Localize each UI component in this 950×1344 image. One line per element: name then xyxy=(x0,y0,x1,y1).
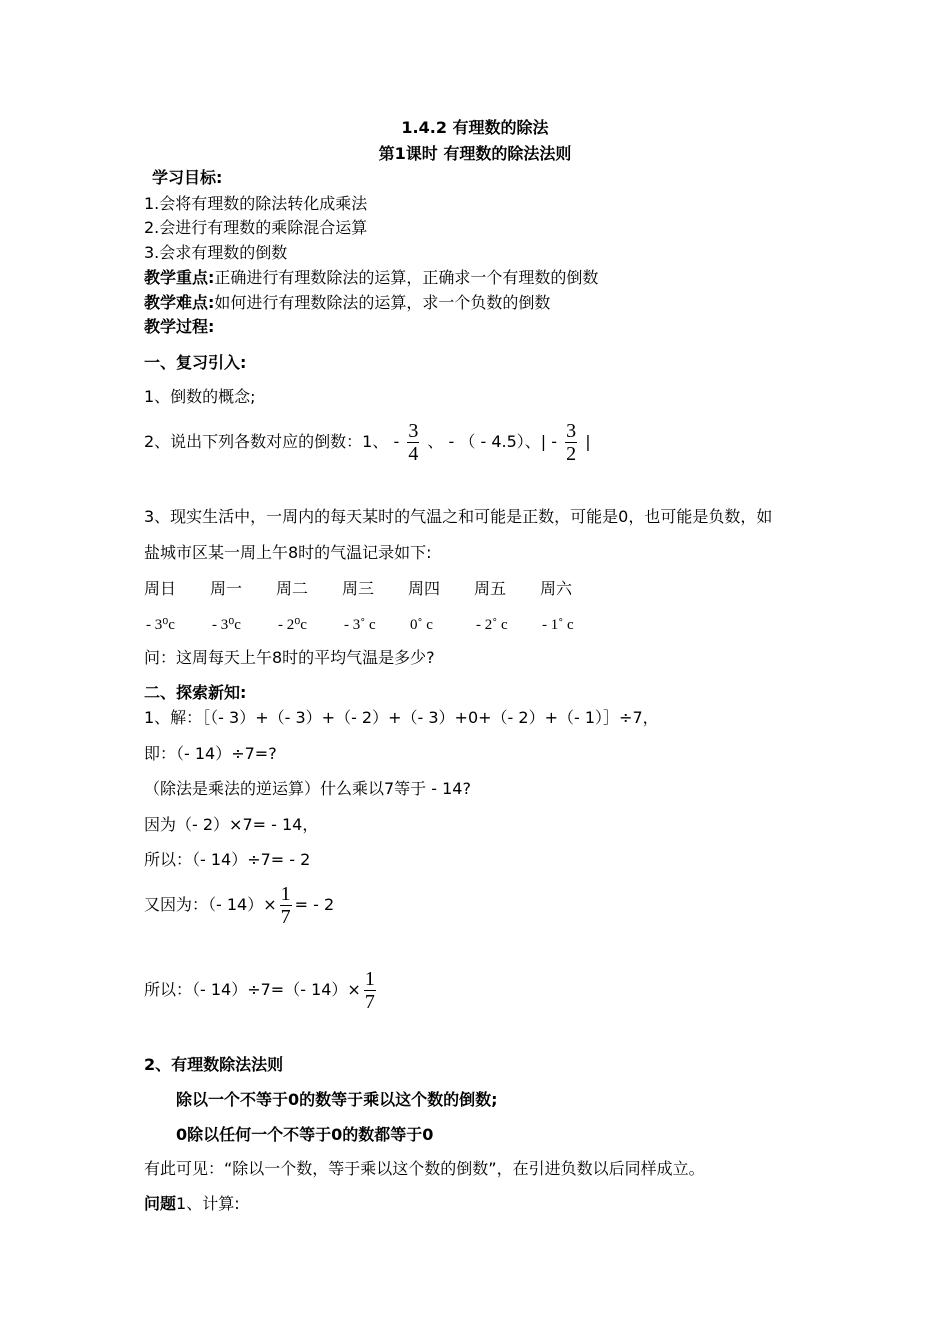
temp-mon: - 3⁰c xyxy=(212,617,241,633)
division-rule-2: 0除以任何一个不等于0的数都等于0 xyxy=(176,1125,434,1144)
solution-step-5: 所以：（- 14）÷7= - 2 xyxy=(144,850,311,869)
review-2-prefix: 2、说出下列各数对应的倒数：1、 - xyxy=(144,432,400,451)
key-point xyxy=(144,268,598,288)
conclusion-text: 有此可见：“除以一个数，等于乘以这个数的倒数”，在引进负数以后同样成立。 xyxy=(144,1159,705,1178)
solution-step-2: 即：（- 14）÷7=? xyxy=(144,744,277,763)
review-2-middle: 、 - （ - 4.5）、| - xyxy=(427,432,558,451)
average-question: 问：这周每天上午8时的平均气温是多少? xyxy=(144,648,435,667)
review-item-3-line-2: 盐城市区某一周上午8时的气温记录如下: xyxy=(144,543,432,562)
step-6-prefix: 又因为：（- 14）× xyxy=(144,895,277,914)
temp-fri: - 2˚ c xyxy=(476,617,508,633)
weekday-fri: 周五 xyxy=(474,579,507,598)
problem-label: 问题 xyxy=(144,1194,177,1213)
step-7-prefix: 所以：（- 14）÷7=（- 14）× xyxy=(144,980,361,999)
difficulty-text: 如何进行有理数除法的运算，求一个负数的倒数 xyxy=(214,293,551,312)
key-label: 教学重点: xyxy=(144,268,215,287)
fraction-numerator: 1 xyxy=(280,883,291,905)
temp-tue: - 2⁰c xyxy=(278,617,307,633)
temp-thu: 0˚ c xyxy=(410,617,433,633)
review-2-end: | xyxy=(585,432,591,451)
fraction-one-seventh xyxy=(280,883,292,928)
section-heading-explore: 二、探索新知: xyxy=(144,683,247,702)
objectives-heading: 学习目标: xyxy=(152,168,223,187)
objective-2: 2.会进行有理数的乘除混合运算 xyxy=(144,218,368,237)
weekday-mon: 周一 xyxy=(210,579,243,598)
section-heading-review: 一、复习引入: xyxy=(144,353,247,372)
page-title: 1.4.2 有理数的除法 xyxy=(401,118,549,137)
weekday-sat: 周六 xyxy=(540,579,573,598)
difficulty-point xyxy=(144,293,550,313)
fraction-numerator: 3 xyxy=(408,420,419,442)
difficulty-label: 教学难点: xyxy=(144,293,215,312)
weekday-row xyxy=(144,579,606,599)
solution-step-3: （除法是乘法的逆运算）什么乘以7等于 - 14? xyxy=(144,779,471,798)
weekday-tue: 周二 xyxy=(276,579,309,598)
page-subtitle: 第1课时 有理数的除法法则 xyxy=(378,144,572,163)
review-item-2 xyxy=(144,420,591,465)
temp-sat: - 1˚ c xyxy=(542,617,574,633)
objective-1: 1.会将有理数的除法转化成乘法 xyxy=(144,194,368,213)
objective-3: 3.会求有理数的倒数 xyxy=(144,243,288,262)
temp-sun: - 3⁰c xyxy=(146,617,175,633)
division-rule-1: 除以一个不等于0的数等于乘以这个数的倒数; xyxy=(176,1090,498,1109)
solution-step-1: 1、解：［（- 3）+（- 3）+（- 2）+（- 3）+0+（- 2）+（- 1）］÷7， xyxy=(144,708,659,727)
key-text: 正确进行有理数除法的运算，正确求一个有理数的倒数 xyxy=(214,268,599,287)
fraction-three-halves xyxy=(565,420,577,465)
weekday-wed: 周三 xyxy=(342,579,375,598)
review-item-1: 1、倒数的概念; xyxy=(144,387,256,406)
fraction-three-quarters xyxy=(407,420,419,465)
problem-line xyxy=(144,1194,240,1214)
step-6-suffix: = - 2 xyxy=(294,895,335,914)
review-item-3-line-1: 3、现实生活中，一周内的每天某时的气温之和可能是正数，可能是0，也可能是负数，如 xyxy=(144,507,773,526)
temperature-row xyxy=(146,614,608,635)
process-label: 教学过程: xyxy=(144,317,215,336)
fraction-denominator: 2 xyxy=(566,443,577,465)
fraction-denominator: 7 xyxy=(364,991,375,1013)
fraction-denominator: 4 xyxy=(408,443,419,465)
solution-step-6 xyxy=(144,883,334,928)
fraction-numerator: 3 xyxy=(566,420,577,442)
fraction-numerator: 1 xyxy=(364,968,375,990)
temp-wed: - 3˚ c xyxy=(344,617,376,633)
fraction-denominator: 7 xyxy=(280,906,291,928)
weekday-thu: 周四 xyxy=(408,579,441,598)
solution-step-4: 因为（- 2）×7= - 14， xyxy=(144,815,319,834)
solution-step-7 xyxy=(144,968,379,1013)
rule-heading: 2、有理数除法法则 xyxy=(144,1055,284,1074)
weekday-sun: 周日 xyxy=(144,579,177,598)
problem-text: 1、计算: xyxy=(176,1194,240,1213)
fraction-one-seventh xyxy=(364,968,376,1013)
